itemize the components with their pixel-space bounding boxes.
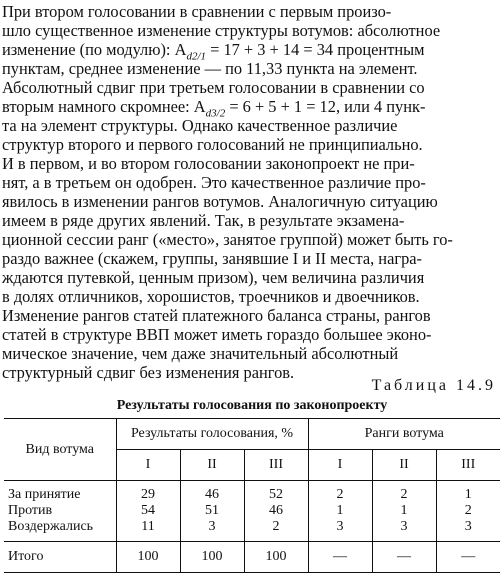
text-line: явилось в изменении рангов вотумов. Аналогичную ситуацию [2, 192, 438, 211]
header-vote-ranks: Ранги вотума [308, 419, 500, 450]
table-cell: 51 [180, 503, 244, 519]
subheader-cell: III [436, 450, 500, 481]
table-cell: 1 [372, 503, 436, 519]
text-line: шло существенное изменение структуры вотумов: абсолютное [2, 21, 441, 40]
text-line: имеем в ряде других явлений. Так, в результате экзамена- [2, 211, 405, 230]
subheader-cell: I [116, 450, 180, 481]
table-cell: 54 [116, 503, 180, 519]
row-label: За принятие [8, 487, 81, 502]
subheader-cell: II [372, 450, 436, 481]
table-total-row [4, 542, 500, 573]
table-cell: 29 [116, 487, 180, 503]
table-cell: 1 [308, 503, 372, 519]
text-line: При втором голосовании в сравнении с первым произо- [2, 2, 392, 21]
table-cell: 3 [372, 519, 436, 535]
text-line: та на элемент структуры. Однако качественное различие [2, 116, 398, 135]
subheader-cell: I [308, 450, 372, 481]
table-header-row [4, 419, 500, 450]
table-cell: 46 [180, 487, 244, 503]
header-vote-type: Вид вотума [4, 419, 116, 481]
total-cell: — [436, 542, 500, 573]
table-cell: 46 [244, 503, 308, 519]
table-cell: 2 [308, 487, 372, 503]
text-line: пунктам, среднее изменение — по 11,33 пункта на элемент. [2, 59, 418, 78]
text-line: структурный сдвиг без изменения рангов. [2, 363, 295, 382]
row-label: Против [8, 503, 53, 518]
text-line: в долях отличников, хорошистов, троечников и двоечников. [2, 287, 420, 306]
table-cell: 2 [244, 519, 308, 535]
text-line: структур второго и первого голосований не принципиально. [2, 135, 423, 154]
text-line: статей в структуре ВВП может иметь гораздо большее эконо- [2, 325, 432, 344]
table-cell: 11 [116, 519, 180, 535]
table-number-label: Таблица 14.9 [371, 377, 496, 394]
table-row [4, 503, 500, 519]
formula-subscript: d3/2 [205, 107, 226, 120]
voting-results-table [4, 418, 500, 573]
table-cell: 2 [372, 487, 436, 503]
text-line: ждаются путевкой, ценным призом), чем величина различия [2, 268, 425, 287]
text-line-part: изменение (по модулю): A [2, 40, 187, 59]
table-row [4, 487, 500, 503]
formula-rest: = 6 + 5 + 1 = 12, или 4 пунк- [225, 97, 426, 116]
table-cell: 3 [180, 519, 244, 535]
subheader-cell: II [180, 450, 244, 481]
table-cell: 52 [244, 487, 308, 503]
table-cell: 1 [436, 487, 500, 503]
total-cell: 100 [116, 542, 180, 573]
row-label: Воздержались [8, 519, 94, 534]
table-row [4, 519, 500, 535]
table-cell: 2 [436, 503, 500, 519]
subheader-cell: III [244, 450, 308, 481]
text-line-part: вторым намного скромнее: A [2, 97, 206, 116]
text-line: ционной сессии ранг («место», занятое группой) может быть го- [2, 230, 453, 249]
formula-rest: = 17 + 3 + 14 = 34 процентным [206, 40, 425, 59]
text-line: Абсолютный сдвиг при третьем голосовании в сравнении со [2, 78, 425, 97]
header-voting-results: Результаты голосования, % [116, 419, 308, 450]
text-line: раздо важнее (скажем, группы, занявшие I и II места, награ- [2, 249, 423, 268]
formula-subscript: d2/1 [186, 50, 206, 63]
total-label: Итого [4, 542, 116, 573]
total-cell: 100 [244, 542, 308, 573]
total-cell: — [308, 542, 372, 573]
table-title: Результаты голосования по законопроекту [116, 398, 388, 413]
text-line: И в первом, и во втором голосовании законопроект не при- [2, 154, 415, 173]
text-line: Изменение рангов статей платежного баланса страны, рангов [2, 306, 431, 325]
total-cell: 100 [180, 542, 244, 573]
text-line: нят, а в третьем он одобрен. Это качественное различие про- [2, 173, 426, 192]
table-cell: 3 [436, 519, 500, 535]
text-line: мическое значение, чем даже значительный абсолютный [2, 344, 399, 363]
total-cell: — [372, 542, 436, 573]
table-cell: 3 [308, 519, 372, 535]
